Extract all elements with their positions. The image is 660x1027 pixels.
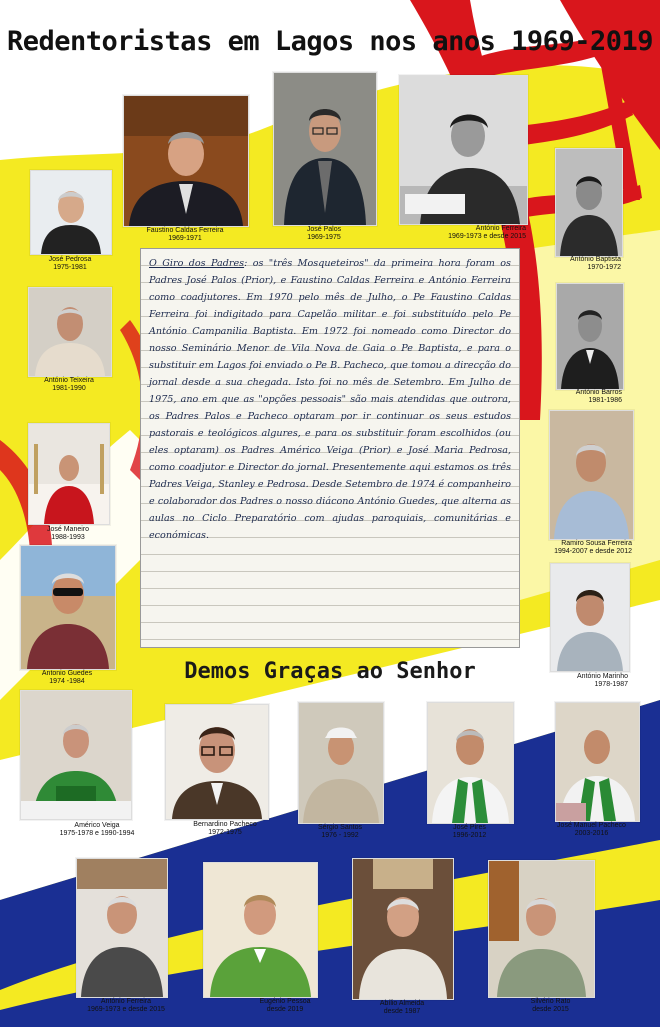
person-years: 1994-2007 e desde 2012 [554,548,632,555]
person-years: 1996-2012 [452,832,487,839]
portrait-photo [20,545,116,670]
person-portrait-icon [29,424,109,524]
person-name: José Maneiro [46,526,90,533]
caption [250,998,320,1014]
person-name: Ramiro Sousa Ferreira [561,540,632,547]
portrait-photo [203,862,318,998]
person-portrait-icon [29,288,111,376]
person-years: 1969-1975 [307,234,341,241]
caption [30,256,110,272]
person-years: 1975-1981 [53,264,87,271]
portrait-photo [165,704,269,820]
person-name: António Baptista [570,256,621,263]
caption [352,1000,452,1016]
person-years: 1978-1987 [594,681,628,688]
person-name: António Teixeira [44,377,94,384]
person-portrait-icon [299,703,383,823]
caption [42,822,152,838]
person-years: 1988-1993 [51,534,85,541]
portrait-photo [550,563,630,672]
person-name: Faustino Caldas Ferreira [146,227,224,234]
person-years: 1972-1975 [208,829,242,836]
person-years: 1969-1973 e desde 2015 [448,233,526,240]
caption [427,824,512,840]
person-portrait-icon [353,859,453,999]
person-portrait-icon [77,859,167,997]
person-portrait-icon [489,861,594,997]
person-portrait-icon [124,96,248,226]
person-years: 1981-1986 [588,397,622,404]
person-portrait-icon [551,564,629,671]
portrait-photo [352,858,454,1000]
person-name: Silvério Rato [530,998,571,1005]
caption [545,256,621,272]
portrait-photo [30,170,112,255]
caption [20,670,114,686]
person-name: Sérgio Santos [318,824,362,831]
portrait-photo [28,287,112,377]
person-name: Eugénio Pessoa [259,998,311,1005]
caption [28,526,108,542]
caption [508,998,593,1014]
person-portrait-icon [557,284,623,389]
caption [546,389,622,405]
person-name: José Pires [453,824,486,831]
person-name: António Barros [575,389,622,396]
portrait-photo [399,75,528,225]
portrait-photo [488,860,595,998]
person-years: desde 1987 [383,1008,421,1015]
portrait-photo [555,148,623,257]
person-name: Bernardino Pacheco [193,821,257,828]
person-years: desde 2015 [532,1006,569,1013]
caption [545,822,638,838]
person-years: desde 2019 [266,1006,304,1013]
thanks-heading: Demos Graças ao Senhor [184,659,476,684]
person-portrait-icon [21,691,131,819]
caption [298,824,382,840]
caption [123,227,247,243]
person-name: José Palos [306,226,342,233]
person-name: José Pedrosa [48,256,92,263]
caption [399,225,526,241]
person-name: José Manuel Pacheco [557,822,626,829]
portrait-photo [76,858,168,998]
person-name: Antonio Guedes [41,670,93,677]
caption [540,673,628,689]
person-name: António Ferreira [100,998,152,1005]
person-portrait-icon [21,546,115,669]
person-years: 2003-2016 [574,830,609,837]
person-portrait-icon [31,171,111,254]
person-portrait-icon [274,73,376,225]
person-years: 1969-1971 [168,235,202,242]
person-name: Américo Veiga [74,822,120,829]
person-years: 1974 -1984 [49,678,85,685]
person-portrait-icon [556,703,639,821]
person-years: 1975-1978 e 1990-1994 [59,830,135,837]
person-name: António Ferreira [475,225,526,232]
person-portrait-icon [550,411,633,539]
letter-body: : os "três Mosqueteiros" da primeira hora foram os Padres José Palos (Prior), e Faustino Caldas Ferreira e António Ferreira como coadjutores. Em 1970 pelo mês de Julho, o Pe Faustino Caldas Ferreira foi indigitado para Capelão militar e foi substituído pelo Pe António Campanilia Baptista. Em 1972 foi nomeado como Director do nosso Seminário Menor de Vila Nova de Gaia o Pe Baptista, e para o substituir em Lagos foi enviado o Pe B. Pacheco, que tomou a direcção do jornal desde a sua chegada. Isto foi no mês de Setembro. Em Julho de 1975, ano em que as "opções pessoais" são mais atendidas que outrora, os Padres Palos e Pacheco optaram por ir continuar os seus estudos pastorais e teológicos algures, e para os substituir foram escolhidos (ou eles optaram) os Padres Américo Veiga (Prior) e José Maria Pedrosa, como coadjutor e Director do jornal. Presentemente aqui estamos os três Padres Veiga, Stanley e Pedrosa. Desde Setembro de 1974 é companheiro e colaborador dos Padres o nosso diácono António Guedes, que alterna as aulas no Ciclo Preparatório com ajudas paroquiais, comunitárias e económicas. [149,258,511,541]
caption [165,821,285,837]
person-portrait-icon [428,703,513,823]
person-name: António Marinho [577,673,628,680]
portrait-photo [549,410,634,540]
caption [529,540,632,556]
portrait-photo [298,702,384,824]
letter-heading: O Giro dos Padres [149,258,245,269]
person-name: Abílio Almeida [379,1000,425,1007]
portrait-photo [273,72,377,226]
person-years: 1981-1990 [52,385,86,392]
letter-text [141,249,519,544]
portrait-photo [20,690,132,820]
page-title: Redentoristas em Lagos nos anos 1969-2019 [7,26,653,57]
portrait-photo [28,423,110,525]
portrait-photo [555,702,640,822]
portrait-photo [427,702,514,824]
portrait-photo [556,283,624,390]
person-years: 1969-1973 e desde 2015 [87,1006,165,1013]
caption [273,226,375,242]
person-portrait-icon [166,705,268,819]
person-portrait-icon [556,149,622,256]
portrait-photo [123,95,249,227]
person-portrait-icon [400,76,527,224]
person-portrait-icon [204,863,317,997]
person-years: 1976 - 1992 [321,832,359,839]
handwritten-letter [140,248,520,648]
person-years: 1970-1972 [587,264,621,271]
caption [76,998,176,1014]
caption [28,377,110,393]
